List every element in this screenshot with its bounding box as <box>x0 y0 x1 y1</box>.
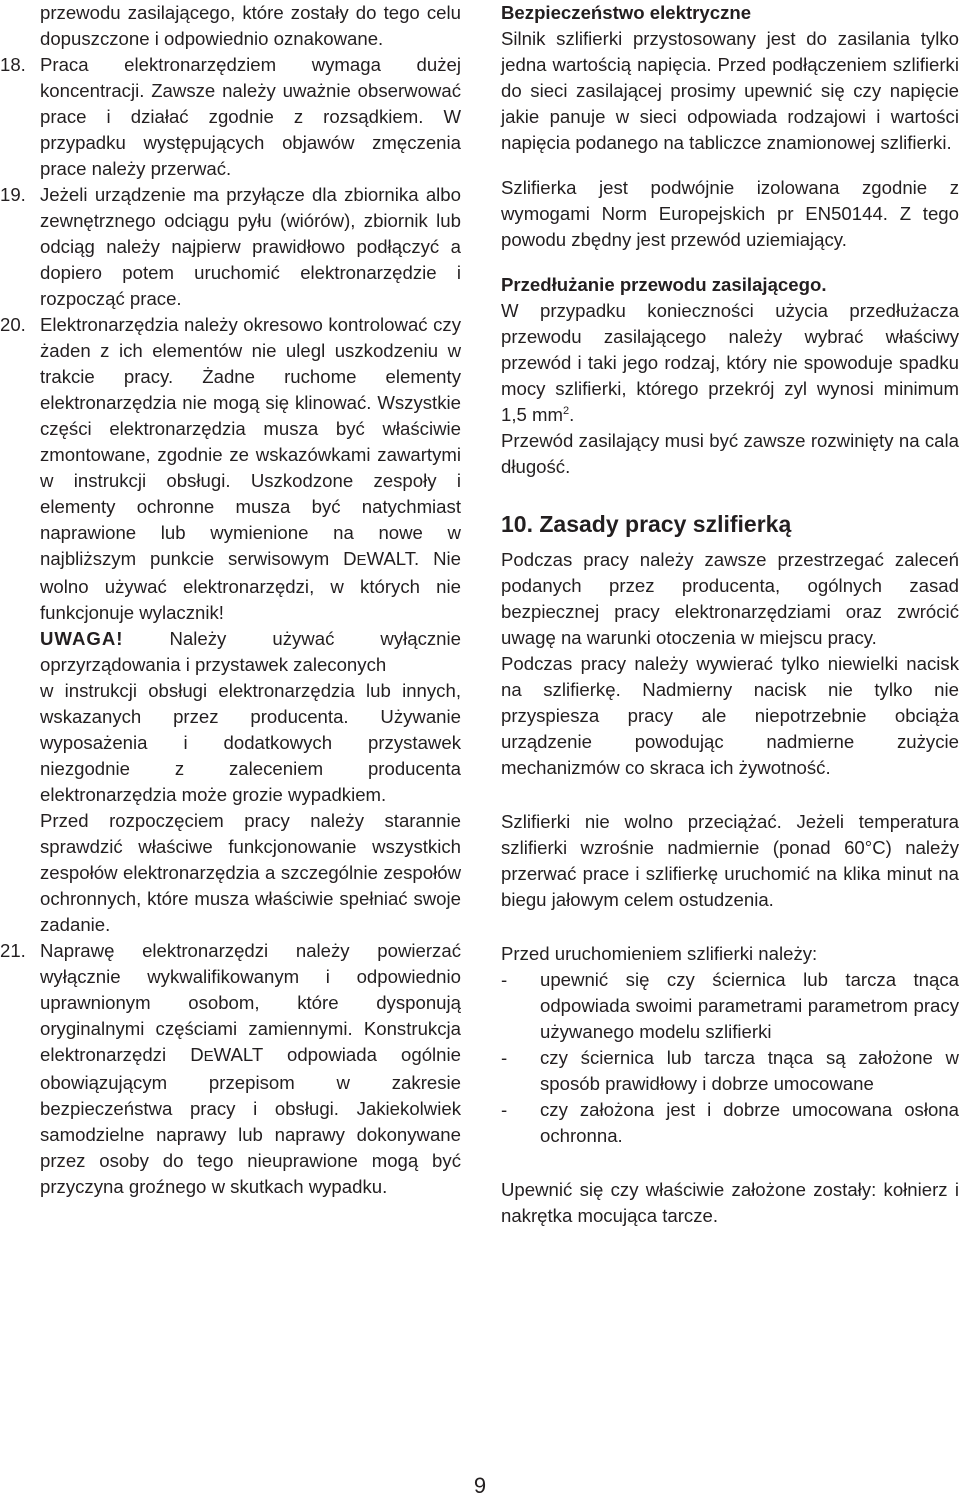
electrical-paragraph: Silnik szlifierki przystosowany jest do zasilania tylko jedna wartością napięcia. Przed podłączeniem szlifierki do sieci zasilającej prosimy upewnić się czy napięcie jakie panuje w sieci odpowiada rodzajowi i wartości napięcia podanego na tabliczce znamionowej szlifierki. <box>501 28 959 153</box>
checklist-item: - czy założona jest i dobrze umocowana osłona ochronna. <box>501 1099 959 1146</box>
warning-label: UWAGA! <box>40 628 124 649</box>
list-item-21 <box>0 938 461 1200</box>
pressure-paragraph: Podczas pracy należy wywierać tylko niewielki nacisk na szlifierkę. Nadmierny nacisk nie tylko nie przyspiesza pracy ale niepotrzebnie obciąża urządzenie powodując nadmierne zużycie mechanizmów co skraca ich żywotność. <box>501 653 959 778</box>
intro-paragraph: przewodu zasilającego, które zostały do tego celu dopuszczone i odpowiednio oznakowane. <box>40 2 461 49</box>
brand-name: DEWALT <box>343 548 415 569</box>
superscript: 2 <box>563 404 570 417</box>
extension-paragraph: W przypadku konieczności użycia przedłużacza przewodu zasilającego należy wybrać właściwy przewód i taki jego rodzaj, który nie spowoduje spadku mocy szlifierki, którego przekrój zyl wynosi minimum 1,5 $mm^2$. <box>501 300 959 425</box>
insulation-paragraph: Szlifierka jest podwójnie izolowana zgodnie z wymogami Norm Europejskich pr EN50144. Z tego powodu zbędny jest przewód uziemiający. <box>501 177 959 250</box>
electrical-safety-heading: Bezpieczeństwo elektryczne <box>501 2 752 23</box>
overload-paragraph: Szlifierki nie wolno przeciążać. Jeżeli temperatura szlifierki wzrośnie nadmiernie (ponad 60°C) należy przerwać prace i szlifierkę uruchomić na klika minut na biegu jałowym celem ostudzenia. <box>501 811 959 910</box>
right-column <box>501 0 959 1229</box>
item-text <box>40 312 461 626</box>
left-column <box>0 0 461 1200</box>
section-paragraph: Podczas pracy należy zawsze przestrzegać zaleceń podanych przez producenta, ogólnych zasad bezpiecznej pracy elektronarzędziami oraz zwrócić uwagę na warunki otoczenia w miejscu pracy. <box>501 549 959 648</box>
item-number: 21. <box>0 940 26 961</box>
item-text-part: Elektronarzędzia należy okresowo kontrolować czy żaden z ich elementów nie ulegl uszkodzeniu w trakcie pracy. Żadne ruchome elementy elektronarzędzia nie mogą się klinować. Wszystkie części elektronarzędzia musza być właściwie zmontowane, zgodnie ze wskazówkami zawartymi w instrukcji obsługi. Uszkodzone zespoły i elementy ochronne musza być natychmiast naprawione lub wymienione na nowe w najbliższym punkcie serwisowym <box>40 314 461 569</box>
item-number: 20. <box>0 314 26 335</box>
item-text-part: odpowiada ogólnie obowiązującym przepisom w zakresie bezpieczeństwa pracy i obsługi. Jakiekolwiek samodzielne naprawy lub naprawy dokonywane przez osoby do tego nieuprawione mogą być przyczyna groźnego w skutkach wypadku. <box>40 1044 461 1197</box>
list-item-19 <box>0 182 461 312</box>
item-text <box>40 938 461 1200</box>
section-heading: 10. Zasady pracy szlifierką <box>501 511 792 537</box>
checklist-item: - upewnić się czy ściernica lub tarcza tnąca odpowiada swoimi parametrami parametrom pracy używanego modelu szlifierki <box>501 969 959 1042</box>
brand-name: DEWALT <box>190 1044 263 1065</box>
item-text: Jeżeli urządzenie ma przyłącze dla zbiornika albo zewnętrznego odciągu pyłu (wiórów), zbiornik lub odciąg należy najpierw prawidłowo podłączyć a dopiero potem uruchomić elektronarzędzie i rozpocząć prace. <box>40 184 461 309</box>
list-item-20 <box>0 312 461 938</box>
item-text-part: . Nie wolno używać elektronarzędzi, w których nie funkcjonuje wylacznik! <box>40 548 461 623</box>
warning-paragraph <box>40 626 461 678</box>
item-text-part: Naprawę elektronarzędzi należy powierzać wyłącznie wykwalifikowanym i odpowiednio uprawnionym osobom, które dysponują oryginalnymi częściami zamiennymi. Konstrukcja elektronarzędzi <box>40 940 461 1065</box>
extension-cord-heading: Przedłużanie przewodu zasilającego. <box>501 274 827 295</box>
item-number: 18. <box>0 54 26 75</box>
page-number: 9 <box>473 1473 487 1498</box>
item-text: Praca elektronarzędziem wymaga dużej koncentracji. Zawsze należy uważnie obserwować prace i działać zgodnie z rozsądkiem. W przypadku występujących objawów zmęczenia prace należy przerwać. <box>40 54 461 179</box>
check-paragraph: Przed rozpoczęciem pracy należy starannie sprawdzić właściwe funkcjonowanie wszystkich zespołów elektronarzędzia a szczególnie zespołów ochronnych, które musza właściwie spełniać swoje zadanie. <box>40 810 461 935</box>
checklist-intro: Przed uruchomieniem szlifierki należy: <box>501 943 818 964</box>
closing-paragraph: Upewnić się czy właściwie założone zostały: kołnierz i nakrętka mocująca tarcze. <box>501 1179 959 1226</box>
warning-paragraph-continued: w instrukcji obsługi elektronarzędzia lub innych, wskazanych przez producenta. Używanie wyposażenia i dodatkowych przystawek niezgodnie z zaleceniem producenta elektronarzędzia może grozie wypadkiem. <box>40 680 461 805</box>
cord-unrolled-paragraph: Przewód zasilający musi być zawsze rozwinięty na cala długość. <box>501 430 959 477</box>
checklist-item: - czy ściernica lub tarcza tnąca są założone w sposób prawidłowy i dobrze umocowane <box>501 1047 959 1094</box>
item-number: 19. <box>0 184 26 205</box>
warning-text: Należy używać wyłącznie oprzyrządowania i przystawek zaleconych <box>40 628 461 675</box>
list-item-18 <box>0 52 461 182</box>
